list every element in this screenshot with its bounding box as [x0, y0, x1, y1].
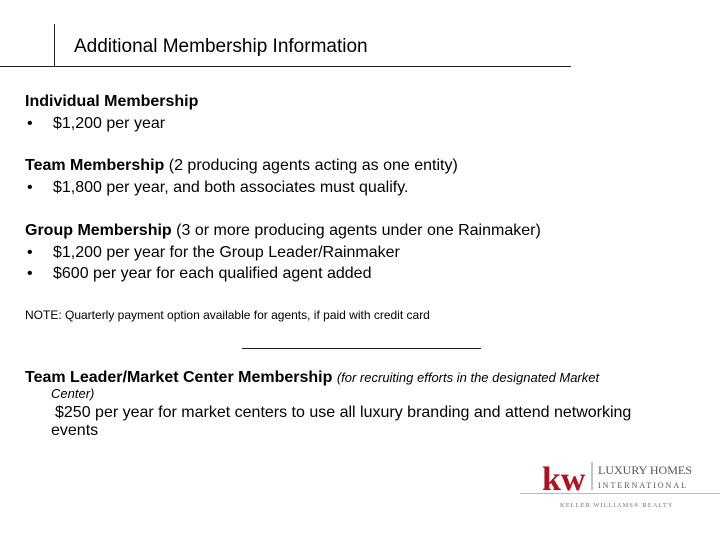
team-leader-heading-text: Team Leader/Market Center Membership	[25, 369, 333, 386]
bullet-text: $1,200 per year	[53, 115, 166, 132]
individual-bullet-1	[27, 115, 165, 133]
team-leader-description	[51, 404, 711, 440]
team-leader-qualifier-continued: Center)	[51, 386, 95, 401]
team-leader-qualifier: (for recruiting efforts in the designated Market	[336, 370, 600, 385]
group-membership-heading	[25, 222, 541, 240]
group-heading-text: Group Membership	[25, 222, 172, 239]
payment-note: NOTE: Quarterly payment option available for agents, if paid with credit card	[25, 308, 430, 322]
bullet-text: $1,200 per year for the Group Leader/Rainmaker	[53, 244, 400, 261]
bullet-glyph: •	[27, 115, 33, 132]
logo-line-2: INTERNATIONAL	[598, 481, 688, 490]
bullet-text: $600 per year for each qualified agent added	[53, 265, 372, 282]
page-title: Additional Membership Information	[74, 36, 368, 57]
section-separator	[242, 348, 481, 349]
team-heading-text: Team Membership	[25, 157, 165, 174]
title-divider-vertical	[54, 24, 55, 66]
bullet-glyph: •	[27, 179, 33, 196]
team-bullet-1	[27, 179, 408, 197]
group-qualifier: (3 or more producing agents under one Rainmaker)	[176, 222, 541, 239]
team-leader-heading	[25, 369, 599, 387]
team-leader-description-line-1: $250 per year for market centers to use all luxury branding and attend networking	[55, 404, 632, 421]
logo-line-3: KELLER WILLIAMS® REALTY	[560, 502, 674, 509]
individual-membership-heading	[25, 93, 198, 111]
individual-heading-text: Individual Membership	[25, 93, 199, 110]
team-qualifier: (2 producing agents acting as one entity)	[168, 157, 458, 174]
team-membership-heading	[25, 157, 458, 175]
group-bullet-2	[27, 265, 371, 283]
bullet-glyph: •	[27, 265, 33, 282]
kw-mark: kw	[542, 461, 586, 498]
team-leader-description-line-2: events	[51, 422, 99, 439]
bullet-text: $1,800 per year, and both associates must qualify.	[53, 179, 409, 196]
title-divider-horizontal	[0, 66, 571, 67]
logo-line-1: LUXURY HOMES	[598, 463, 692, 477]
kw-luxury-homes-logo	[522, 450, 702, 512]
group-bullet-1	[27, 244, 400, 262]
bullet-glyph: •	[27, 244, 33, 261]
